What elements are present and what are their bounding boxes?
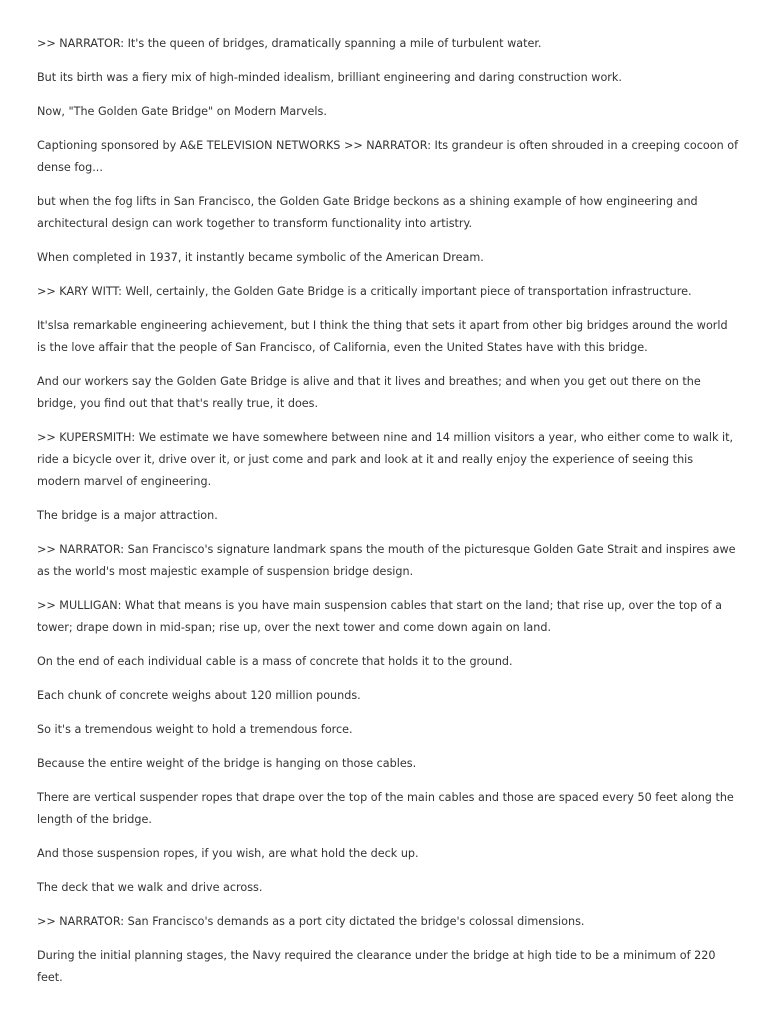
transcript-paragraph: The bridge is a major attraction. xyxy=(37,509,218,522)
transcript-paragraph: Captioning sponsored by A&E TELEVISION NETWORKS >> NARRATOR: Its grandeur is often shrouded in a creeping cocoon of dense fog... xyxy=(37,139,739,174)
transcript-paragraph: On the end of each individual cable is a mass of concrete that holds it to the ground. xyxy=(37,655,513,668)
transcript-paragraph: >> NARRATOR: San Francisco's demands as a port city dictated the bridge's colossal dimensions. xyxy=(37,915,585,928)
transcript-paragraph: >> NARRATOR: San Francisco's signature landmark spans the mouth of the picturesque Golden Gate Strait and inspires awe as the world's most majestic example of suspension bridge design. xyxy=(37,543,736,578)
transcript-paragraph: So it's a tremendous weight to hold a tremendous force. xyxy=(37,723,353,736)
transcript-paragraph: During the initial planning stages, the Navy required the clearance under the bridge at high tide to be a minimum of 220 feet. xyxy=(37,949,716,984)
transcript-paragraph: Because the entire weight of the bridge is hanging on those cables. xyxy=(37,757,417,770)
transcript-paragraph: Each chunk of concrete weighs about 120 million pounds. xyxy=(37,689,361,702)
transcript-paragraph: When completed in 1937, it instantly became symbolic of the American Dream. xyxy=(37,251,484,264)
transcript-paragraph: The deck that we walk and drive across. xyxy=(37,881,263,894)
transcript-paragraph: Now, "The Golden Gate Bridge" on Modern Marvels. xyxy=(37,105,327,118)
transcript-paragraph: >> KARY WITT: Well, certainly, the Golden Gate Bridge is a critically important piece of transportation infrastructure. xyxy=(37,285,692,298)
transcript-paragraph: >> KUPERSMITH: We estimate we have somewhere between nine and 14 million visitors a year, who either come to walk it, ride a bicycle over it, drive over it, or just come and park and look at it and really enjoy the experience of seeing this modern marvel of engineering. xyxy=(37,431,734,488)
transcript-paragraph: There are vertical suspender ropes that drape over the top of the main cables and those are spaced every 50 feet along the length of the bridge. xyxy=(37,791,734,826)
transcript-paragraph: And our workers say the Golden Gate Bridge is alive and that it lives and breathes; and when you get out there on the bridge, you find out that that's really true, it does. xyxy=(37,375,701,410)
transcript-paragraph: And those suspension ropes, if you wish, are what hold the deck up. xyxy=(37,847,419,860)
transcript-paragraph: But its birth was a fiery mix of high-minded idealism, brilliant engineering and daring construction work. xyxy=(37,71,622,84)
transcript-paragraph: but when the fog lifts in San Francisco, the Golden Gate Bridge beckons as a shining example of how engineering and architectural design can work together to transform functionality into artistry. xyxy=(37,195,698,230)
transcript-paragraph: >> NARRATOR: It's the queen of bridges, dramatically spanning a mile of turbulent water. xyxy=(37,37,542,50)
transcript-paragraph: It'slsa remarkable engineering achievement, but I think the thing that sets it apart from other big bridges around the world is the love affair that the people of San Francisco, of California, even the United States have with this bridge. xyxy=(37,319,728,354)
transcript-paragraph: >> MULLIGAN: What that means is you have main suspension cables that start on the land; that rise up, over the top of a tower; drape down in mid-span; rise up, over the next tower and come down again on land. xyxy=(37,599,722,634)
